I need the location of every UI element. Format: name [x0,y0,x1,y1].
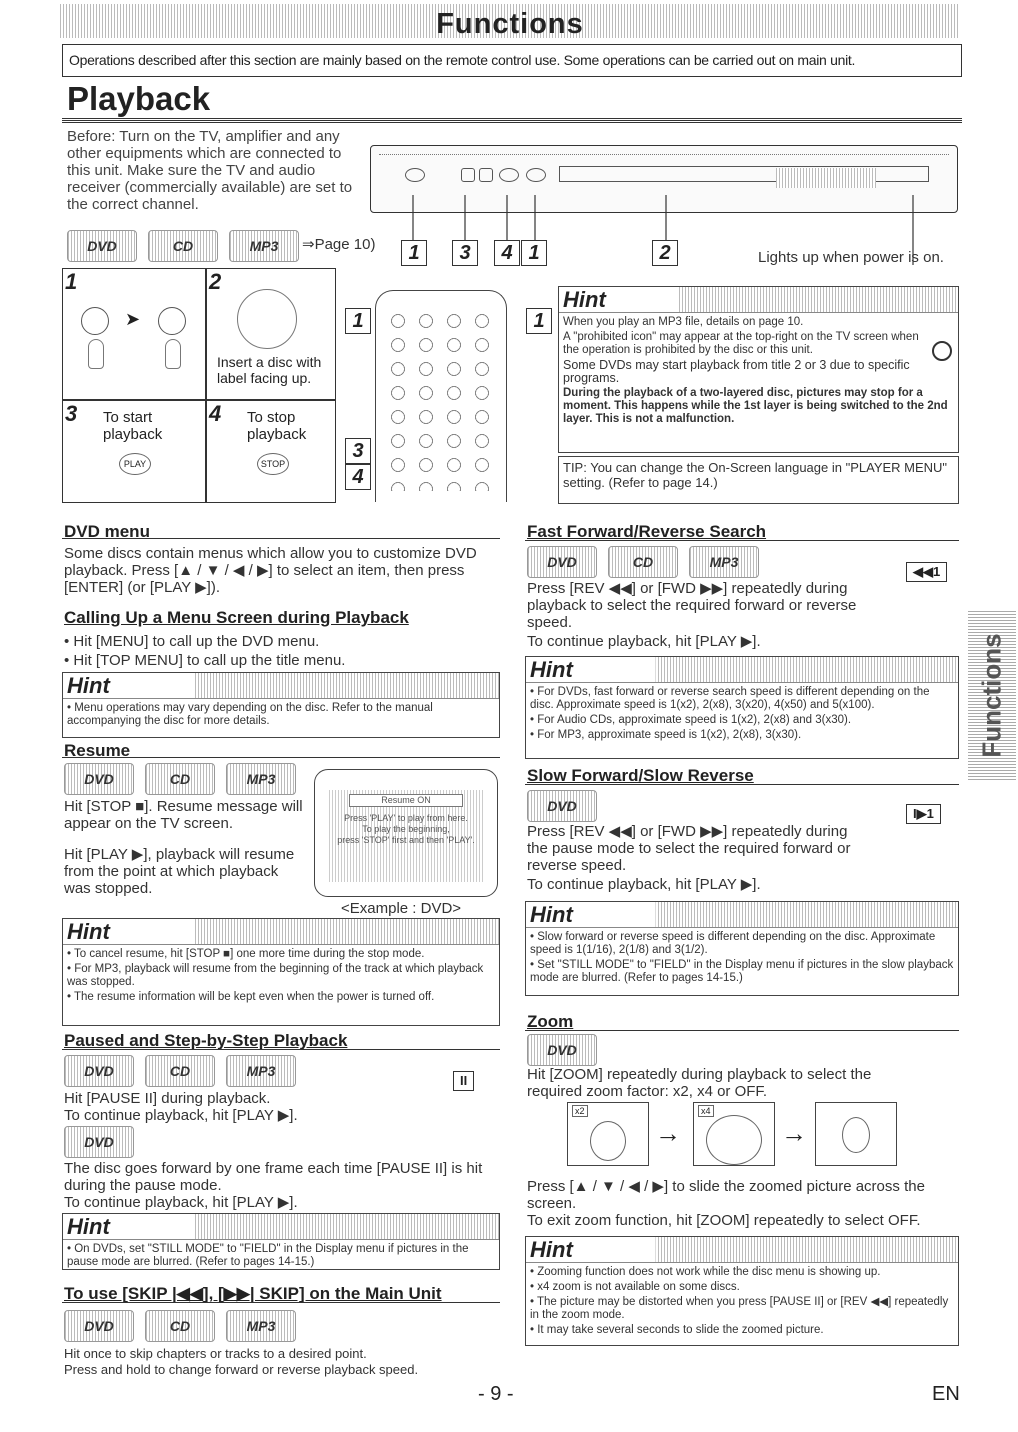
face-icon [842,1117,870,1153]
list-item: • Hit [TOP MENU] to call up the title menu. [64,652,346,669]
step-cell-3: 3 To start playback PLAY [62,400,206,503]
resume-text-2: Hit [PLAY ▶], playback will resume from the point at which playback was stopped. [64,846,295,897]
dvd-badge: DVD [64,763,134,795]
play-button-icon: PLAY [119,453,151,475]
step-cell-4: 4 To stop playback STOP [206,400,336,503]
callout-number: 3 [345,438,371,464]
zoom-picture-1: x2 [567,1102,649,1166]
fwd-button-icon [479,168,493,182]
remote-control [375,290,507,502]
calling-menu-title: Calling Up a Menu Screen during Playback [64,608,409,627]
face-icon [590,1121,626,1161]
callout-number: 2 [652,240,678,266]
zoom-picture-3 [815,1102,897,1166]
stop-button-icon [499,168,519,182]
dvd-badge: DVD [64,1310,134,1342]
zoom-title: Zoom [527,1012,574,1031]
mp3-badge: MP3 [689,546,759,578]
skip-text-2: Press and hold to change forward or reverse playback speed. [64,1362,419,1377]
callout-number: 1 [345,308,371,334]
slow-text-1: Press [REV ◀◀] or [FWD ▶▶] repeatedly during the pause mode to select the required forward or reverse speed. [527,823,851,874]
mp3-badge: MP3 [229,230,299,262]
ffrev-text-1: Press [REV ◀◀] or [FWD ▶▶] repeatedly during playback to select the required forward or reverse speed. [527,580,857,631]
face-icon [706,1115,762,1165]
arrow-icon: ➤ [125,309,141,329]
cd-badge: CD [608,546,678,578]
hint-box: Hint • Slow forward or reverse speed is different depending on the disc. Approximate speed is 1(1/16), 2(1/8) and 3(1/2). • Set "STILL MODE" to "FIELD" in the Display menu if pictures in the slow playback mode are blurred. (Refer to pages 14-15.) [525,901,959,996]
title-band [60,4,960,38]
hint-box: Hint • Menu operations may vary depending on the disc. Refer to the manual accompanying the disc for more details. [62,672,500,738]
resume-title: Resume [64,741,131,760]
hint-box: Hint • On DVDs, set "STILL MODE" to "FIELD" in the Display menu if pictures in the pause mode are blurred. (Refer to pages 14-15.) [62,1213,500,1270]
callout-number: 3 [452,240,478,266]
callout-number: 1 [521,240,547,266]
cd-badge: CD [145,1310,215,1342]
skip-title: To use [SKIP |◀◀], [▶▶| SKIP] on the Main Unit [64,1284,442,1303]
remote-buttons [386,311,498,491]
hint-box: Hint • Zooming function does not work while the disc menu is showing up. • x4 zoom is not available on some discs. • The picture may be distorted when you press [PAUSE II] or [REV ◀◀] repeatedly in the zoom mode. • It may take several seconds to slide the zoomed picture. [525,1236,959,1346]
power-light-note: Lights up when power is on. [758,249,944,266]
finger-icon [88,339,104,369]
dvd-badge: DVD [67,230,137,262]
rev-button-icon [461,168,475,182]
dvd-menu-text: Some discs contain menus which allow you to customize DVD playback. Press [▲ / ▼ / ◀ / ▶] to select an item, then press [ENTER] (or [PLAY ▶]). [64,545,477,596]
mp3-badge: MP3 [226,1310,296,1342]
cd-badge: CD [148,230,218,262]
prohibited-icon [932,341,952,361]
language-code: EN [932,1383,960,1405]
paused-text-3: The disc goes forward by one frame each time [PAUSE II] is hit during the pause mode. [64,1160,483,1194]
rev-speed-icon: ◀◀1 [906,562,947,582]
power-button-icon [81,307,109,335]
slow-text-2: To continue playback, hit [PLAY ▶]. [527,876,761,893]
open-close-button-icon [158,307,186,335]
list-item: • Hit [MENU] to call up the DVD menu. [64,633,320,650]
zoom-picture-2: x4 [693,1102,775,1166]
dvd-badge: DVD [64,1055,134,1087]
paused-text-2: To continue playback, hit [PLAY ▶]. [64,1107,298,1124]
dvd-menu-title: DVD menu [64,522,150,541]
ffrev-title: Fast Forward/Reverse Search [527,522,767,541]
disc-icon [237,289,297,349]
dvd-badge: DVD [64,1126,134,1158]
zoom-text-1: Hit [ZOOM] repeatedly during playback to select the required zoom factor: x2, x4 or OFF. [527,1066,872,1100]
callout-number: 1 [401,240,427,266]
before-text: Before: Turn on the TV, amplifier and any other equipments which are connected to this unit. Make sure the TV and audio receiver (commercially available) are set to the correct channel. [67,128,353,213]
paused-title: Paused and Step-by-Step Playback [64,1031,348,1050]
example-caption: <Example : DVD> [341,900,462,917]
step-cell-1: 1 ➤ [62,268,206,400]
slow-speed-icon: I▶1 [906,804,941,824]
mp3-badge: MP3 [226,1055,296,1087]
zoom-text-3: To exit zoom function, hit [ZOOM] repeatedly to select OFF. [527,1212,921,1229]
page-ref: ⇒Page 10) [302,236,376,253]
resume-text-1: Hit [STOP ■]. Resume message will appear on the TV screen. [64,798,303,832]
slow-title: Slow Forward/Slow Reverse [527,766,754,785]
step-cell-2: 2 Insert a disc with label facing up. [206,268,336,400]
intro-box: Operations described after this section are mainly based on the remote control use. Some operations can be carried out on main unit. [62,44,962,77]
callout-number: 4 [494,240,520,266]
title-rule [62,117,962,123]
callout-number: 4 [345,464,371,490]
arrow-icon: → [655,1118,681,1148]
dvd-badge: DVD [527,1034,597,1066]
side-tab: Functions [968,610,1016,780]
tv-screen: Resume ON Press 'PLAY' to play from here. To play the beginning, press 'STOP' first and then 'PLAY'. [314,769,498,897]
open-close-button-icon [526,168,546,182]
dvd-badge: DVD [527,546,597,578]
callout-number: 1 [526,308,552,334]
paused-text-1: Hit [PAUSE II] during playback. [64,1090,271,1107]
skip-text-1: Hit once to skip chapters or tracks to a desired point. [64,1346,367,1361]
arrow-icon: → [781,1118,807,1148]
stop-button-icon: STOP [257,453,289,475]
tip-box: TIP: You can change the On-Screen language in "PLAYER MENU" setting. (Refer to page 14.) [558,456,959,504]
cd-badge: CD [145,1055,215,1087]
mp3-badge: MP3 [226,763,296,795]
hint-box: Hint When you play an MP3 file, details on page 10. A "prohibited icon" may appear at the top-right on the TV screen when the operation is prohibited by the disc or this unit. Some DVDs may start playback from title 2 or 3 due to specific programs. During the playback of a two-layered disc, pictures may stop for a moment. This happens while the 1st layer is being switched to the 2nd layer. This is not a malfunction. [558,286,959,453]
paused-text-4: To continue playback, hit [PLAY ▶]. [64,1194,298,1211]
pause-icon: II [453,1071,474,1091]
playback-title: Playback [67,80,211,117]
page-title: Functions [436,8,584,40]
power-button-icon [405,168,425,182]
ffrev-text-2: To continue playback, hit [PLAY ▶]. [527,633,761,650]
finger-icon [165,339,181,369]
cd-badge: CD [145,763,215,795]
dvd-badge: DVD [527,790,597,822]
hint-box: Hint • To cancel resume, hit [STOP ■] one more time during the stop mode. • For MP3, playback will resume from the beginning of the track at which playback was stopped. • The resume information will be kept even when the power is turned off. [62,918,500,1026]
hint-box: Hint • For DVDs, fast forward or reverse search speed is different depending on the disc. Approximate speed is 1(x2), 2(x8), 3(x20), 4(x50) and 5(x100). • For Audio CDs, approximate speed is 1(x2), 2(x8) and 3(x30). • For MP3, approximate speed is 1(x2), 2(x8), 3(x30). [525,656,959,759]
page-number: - 9 - [478,1383,514,1405]
zoom-text-2: Press [▲ / ▼ / ◀ / ▶] to slide the zoomed picture across the screen. [527,1178,925,1212]
